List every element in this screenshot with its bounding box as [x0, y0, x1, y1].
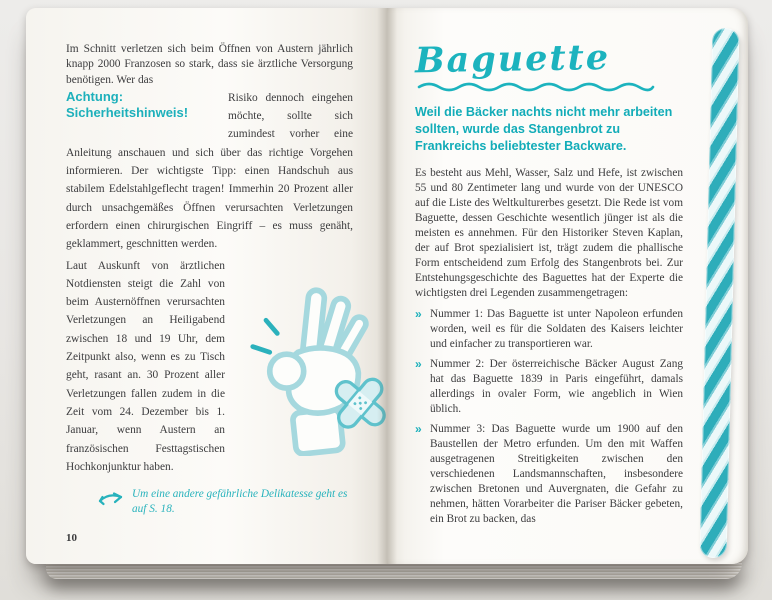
bullet-marker: »: [415, 422, 422, 436]
bullet-marker: »: [415, 357, 422, 371]
legend-list: [415, 307, 683, 527]
chapter-title: Baguette: [414, 36, 611, 82]
right-page: [387, 8, 748, 564]
safety-note-line2: Sicherheitshinweis!: [66, 105, 189, 121]
wavy-underline: [417, 80, 655, 92]
paragraph-oysters-intro: Im Schnitt verletzen sich beim Öffnen von Austern jährlich knapp 2000 Franzosen so stark, dass sie ärztliche Versorgung benötigen. Wer das: [66, 43, 353, 86]
open-book: [26, 8, 748, 564]
cross-reference: [98, 487, 353, 517]
sparkle-line: [266, 320, 277, 333]
list-item-1: [415, 307, 683, 352]
list-item-text: Nummer 2: Der österreichische Bäcker August Zang hat das Baguette 1839 in Paris eingeführt, damals allerdings in ovaler Form, wie angeblich in Wien üblich.: [430, 358, 683, 415]
bullet-marker: »: [415, 307, 422, 321]
list-item-text: Nummer 1: Das Baguette ist unter Napoleon erfunden worden, weil es für die Soldaten des Kaisers leichter und einfacher zu transportieren war.: [430, 308, 683, 350]
safety-note-line1: Achtung:: [66, 88, 124, 104]
safety-note-heading: [66, 89, 218, 137]
paragraph-oysters-wrap: [66, 88, 353, 253]
lead-paragraph: Weil die Bäcker nachts nicht mehr arbeiten sollten, wurde das Stangenbrot zu Frankreichs beliebtester Backware.: [415, 105, 673, 153]
cross-reference-text: Um eine andere gefährliche Delikatesse geht es auf S. 18.: [132, 488, 348, 516]
sparkle-line: [253, 346, 270, 352]
arrow-icon: [98, 490, 124, 506]
paragraph-text: Laut Auskunft von ärztlichen Notdiensten steigt die Zahl von beim Austernöffnen verursachten Verletzungen an Heiligabend zwischen 18 und 19 Uhr, dem Zeitpunkt also, wenn es zu Tisch geht, rasant an. 30 Prozent aller Verletzungen fallen zudem in die Zeit vom 24. Dezember bis 1. Januar, wenn Austern an französischen Festtagstischen Hochkonjunktur haben.: [66, 259, 225, 473]
paragraph-statistics-wrap: [66, 256, 353, 476]
list-item-text: Nummer 3: Das Baguette wurde um 1900 auf den Baustellen der Metro erfunden. Um den mit Waffen ausgetragenen Streitigkeiten zwischen den verschiedenen Landsmannschaften, insbesondere zwischen Bretonen und Auvergnaten, die Gefahr zu nehmen, hätten Vorarbeiter die Pariser Bäcker gebeten, ein Brot zu backen, das: [430, 423, 683, 525]
ok-hand-illustration: [231, 258, 353, 456]
list-item-3: [415, 422, 683, 527]
page-number: 10: [66, 532, 77, 544]
list-item-2: [415, 357, 683, 417]
body-paragraph: Es besteht aus Mehl, Wasser, Salz und Hefe, ist zwischen 55 und 80 Zentimeter lang und wurde von der UNESCO auf die Liste des Weltkulturerbes gesetzt. Die Rede ist vom Baguette, dessen Geschichte wesentlich jünger ist als die meisten es annehmen. Für den Historiker Steven Kaplan, der auf Brot spezialisiert ist, trägt zudem die phallische Form entscheidend zum Erfolg des Stangenbrots bei. Zur Entstehungsgeschichte des Baguettes hat der Experte die wichtigsten drei Legenden zusammengetragen:: [415, 167, 683, 299]
left-page: [26, 8, 387, 564]
baguette-illustration: [700, 28, 740, 559]
paragraph-text: Risiko dennoch eingehen möchte, sollte sich zumindest vorher eine Anleitung anschauen und sich über das richtige Vorgehen informieren. Der wichtigste Tipp: einen Handschuh aus stabilem Edelstahlgeflecht tragen! Immerhin 20 Prozent aller durch unsachgemäßes Öffnen verursachten Verletzungen erfordern einen chirurgischen Eingriff – es muss genäht, geklammert, geschnitten werden.: [66, 91, 353, 251]
